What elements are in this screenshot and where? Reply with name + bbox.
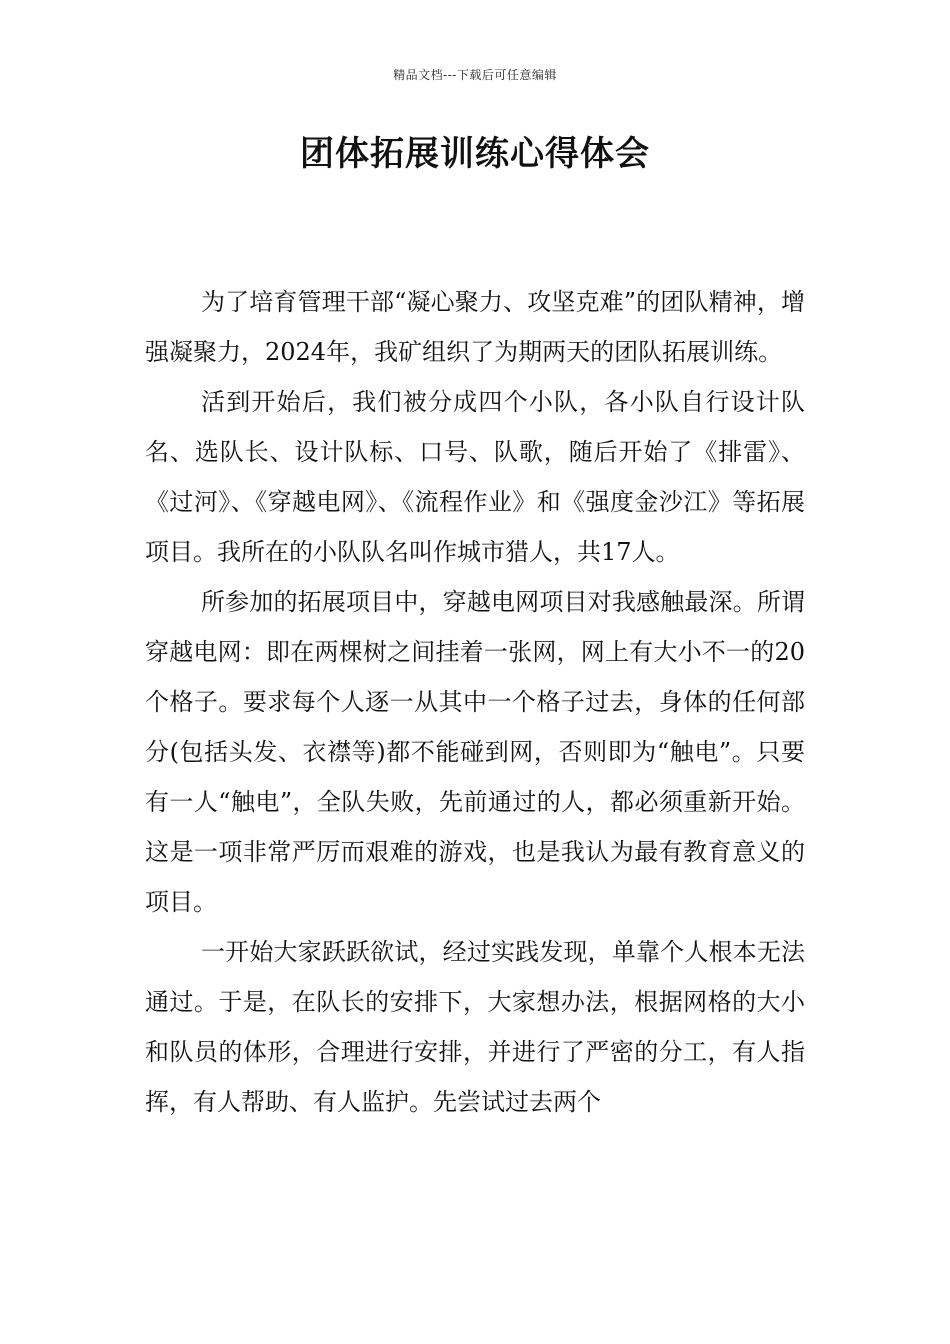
page-title: 团体拓展训练心得体会: [300, 134, 650, 174]
document-body: [145, 277, 805, 1127]
header-note: 精品文档---下载后可任意编辑: [393, 68, 557, 82]
paragraph: 所参加的拓展项目中，穿越电网项目对我感触最深。所谓穿越电网：即在两棵树之间挂着一张网，网上有大小不一的20个格子。要求每个人逐一从其中一个格子过去，身体的任何部分(包括头发、衣襟等)都不能碰到网，否则即为“触电”。只要有一人“触电”，全队失败，先前通过的人，都必须重新开始。这是一项非常严厉而艰难的游戏，也是我认为最有教育意义的项目。: [145, 588, 805, 916]
paragraph: 为了培育管理干部“凝心聚力、攻坚克难”的团队精神，增强凝聚力，2024年，我矿组织了为期两天的团队拓展训练。: [145, 288, 805, 366]
paragraph: 一开始大家跃跃欲试，经过实践发现，单靠个人根本无法通过。于是，在队长的安排下，大家想办法，根据网格的大小和队员的体形，合理进行安排，并进行了严密的分工，有人指挥，有人帮助、有人监护。先尝试过去两个: [145, 938, 805, 1116]
paragraph: 活到开始后，我们被分成四个小队，各小队自行设计队名、选队长、设计队标、口号、队歌，随后开始了《排雷》、《过河》、《穿越电网》、《流程作业》和《强度金沙江》等拓展项目。我所在的小队队名叫作城市猎人，共17人。: [145, 388, 805, 566]
